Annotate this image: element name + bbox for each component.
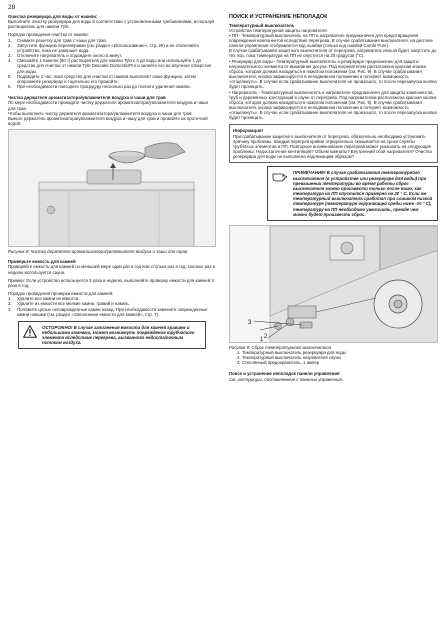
control-panel-text: См. инструкции, поставляемые с панелью управления. [229,376,344,382]
stone-check-p1: Проверяйте емкость для камней по меньшей мере один раз в год или столько раз в год, сколько раз в неделю используется сауна. [8,264,215,275]
stone-check-steps [8,296,216,317]
temp-switch-line: • Резервуар для воды - Температурный выключатель в резервуаре предназначен для защиты нагревательного элемента от выкипания досуха. Под нагревателем расположена красная кнопка сброса, которая должна находиться в нажатом положении (см. Рис. 9). В случае срабатывания выключателя, кнопка зафиксируется в неподвижном положении и потеряет возможность «отщелкнуть». В случае если срабатывание выключателя не произошло, то после перезапуска кнопка будет проницать. [229,58,437,90]
figure-9-label-1: 1 [260,336,264,343]
temp-switch-line: • ПП - Температурный выключатель на ПП в нагревателе предназначен для предотвращения повреждения компонентов вследствие перегрева. В случае срабатывания выключателя, на дисплее панели управления отображается код ошибки (только код ошибки Combi Pure). [229,32,433,49]
temp-switch-line: • Нагреватель - Температурный выключатель в нагревателе предназначен для защиты компонентов, труб и деревянных конструкций в сауне от перегрева. Под нагревателем расположена красная кнопка сброса, которая должна находиться в нажатом положении (см. Рис. 9). В случае срабатывания выключателя, кнопка зафиксируется в неподвижном положении и потеряет возможность «отщелкнуть». В случае если срабатывание выключателя не произошло, то после перезапуска кнопка будет проницать. [229,89,437,121]
left-column [8,14,216,349]
figure-8-image [8,129,216,247]
temp-switch-line: Устройства температурной защиты нагревателя: [229,27,328,33]
pointing-hand-icon [272,170,288,182]
warning-text: ОСТОРОЖНО! В случае заполнения емкости для камней гравием и небольшими камнями, может возникнуть повреждение трубчатого элемента вследствие перегрева, вызванного недостаточным потоком воздуха. [42,324,195,346]
list-item: 1. Снимите решетку для трав с чаши для трав. [8,37,107,43]
descaling-intro: Выполните очистку резервуара для воды в соответствии с установленными требованиями, используя растворитель для накипи Tylö. [8,19,215,30]
cleaning-p2: Чтобы выполнить чистку держателя ароматизатора/увлажнителя воздуха и чаши для трав: [8,110,193,116]
descaling-order-label: Порядок проведения очистки от накипи: [8,32,89,38]
figure-9-item: 1. Температурный выключатель резервуара для воды [237,349,346,355]
descaling-steps [8,38,216,90]
temp-switch-line: В случае срабатывания защитного выключателя от перегрева, нагреватель нельзя будет запустить до тех пор, пока температура на ПП не опустится на 20 градусов (°C). [229,48,437,59]
figure-9-item: 3. Стеклянный предохранитель, 1 ампер [237,360,320,366]
list-item: 6. При необходимости повторите процедуру несколько раз до полного удаления накипи. [8,84,191,90]
control-panel-heading: Поиск и устранение неполадок панели управления [229,371,340,377]
note-box [267,166,438,220]
cleaning-p1: По мере необходимости проводите чистку держателя ароматизатора/увлажнителя воздуха и чаши для трав. [8,100,208,111]
list-item: 2. Запустите функцию перезаправки (см. раздел «Использование», стр. 26) и не отключайте устройство, пока не завершит вода. [8,42,200,53]
stone-check-order-label: Порядок проведения проверки емкости для камней: [8,291,114,297]
cleaning-p3: Выньте держатель ароматизатора/увлажнителя воздуха и чашу для трав и промойте их проточной водой. [8,115,208,126]
list-item: 5. Подождите 1 час, пока средство для очистки от накипи выполняет свою функцию, затем опорожните резервуар и тщательно его промойте. [8,73,196,84]
list-item: 4. Смешайте 1 пакетик (80 г) растворителя для накипи Tylö с 4 дл воды или используйте 1 дл средства для очистки от накипи Tylö Descaler Domestic/Pro и залейте его во впускное отверстие для воды. [8,58,212,74]
info-box [229,124,438,163]
note-text: ПРИМЕЧАНИЕ! В случае срабатывания температурного выключателя (в устройстве или резервуаре для воды) при превышении температуры во время работы сброс выключателя можно произвести только после того, как температура на ПП опустится примерно на 20 ° С. Если же температурный выключатель сработал при слишком низкой температуре (температуре окружающей среды ниже -10 ° С), температуру на ПП необходимо увеличить, прежде чем можно будет произвести сброс. [293,170,433,217]
stone-check-heading: Проверьте емкость для камней [8,259,76,265]
cleaning-heading: Чистка держателя ароматизатора/увлажнителя воздуха и чаши для трав [8,95,166,101]
page-number: 28 [8,4,16,11]
figure-9-image [229,225,438,343]
figure-9-label-2: 2 [264,333,268,340]
list-item: 1. Удалите все камни из емкости. [8,296,80,302]
figure-8-caption: Рисунок 8: Чистка держателя ароматизатора/увлажнителя воздуха и чаши для трав [8,249,188,255]
stone-check-p2: Пример: Если устройство используется 3 раза в неделю, выполняйте проверку емкости для камней 3 раза в год. [8,277,214,288]
figure-9-label-3: 3 [248,319,252,326]
descaling-heading: Очистка резервуара для воды от накипи: [8,14,98,19]
info-heading: Информация! [233,128,263,134]
temp-switch-heading: Температурный выключатель [229,22,295,28]
list-item: 2. Удалите из емкости все мелкие камни, гравий и накипь. [8,301,130,307]
figure-9-item: 2. Температурный выключатель нагревателя сауны [237,355,342,361]
right-column [229,14,438,382]
list-item: 3. Отключите нагреватель и подождите около 5 минут. [8,53,123,59]
list-item: 3. Положите целые неповрежденные камни назад. При необходимости замените поврежденные камни новыми (см. раздел «Заполнение емкости для камней», стр. 7). [8,306,208,317]
figure-9-caption: Рисунок 9: Сброс температурного выключателя [229,344,331,350]
info-text: При срабатывании защитного выключателя от перегрева, обязательно необходимо установить причину проблемы. Каждый перегрев крайне отрицательно сказывается на сроке службы трубчатых элементов и ПП. Повторное возникновение перегрева может указывать на следующие проблемы: Недостаточная вентиляция? Объем комнаты? Внутренний сбой нагревателя? Очистка резервуара для воды не выполнена надлежащим образом? [233,133,432,160]
warning-triangle-icon [23,325,37,338]
warning-box [18,321,206,350]
troubleshooting-title: ПОИСК И УСТРАНЕНИЕ НЕПОЛАДОК [229,14,328,20]
